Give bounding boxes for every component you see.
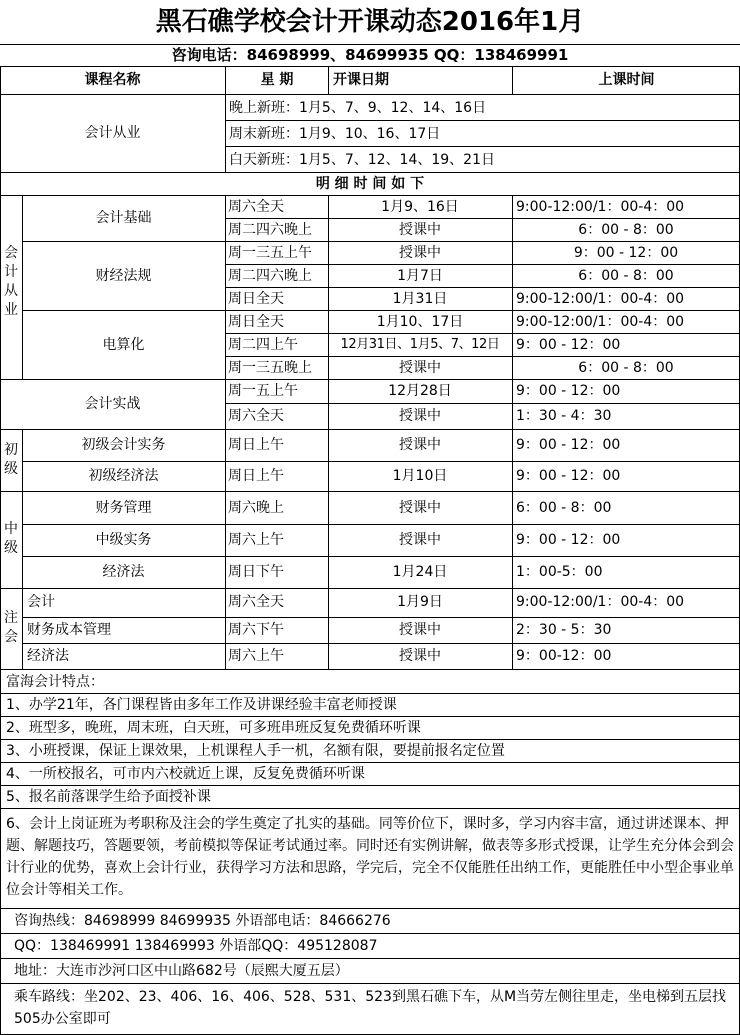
course-date: 授课中 [399,532,441,548]
course-time: 2：30 - 5：30 [516,622,612,638]
feature-item: 4、一所校报名，可市内六校就近上课，反复免费循环听课 [6,766,365,782]
course-time: 6：00 - 8：00 [578,360,674,376]
new-class-daytime: 白天新班：1月5、7、12、14、19、21日 [229,152,495,168]
course-week: 周一三五上午 [228,245,312,261]
header-course-name: 课程名称 [84,72,141,88]
course-time: 9:00-12:00/1：00-4：00 [516,199,685,215]
course-week: 周二四六晚上 [228,268,312,284]
page-title: 黑石礁学校会计开课动态2016年1月 [155,7,585,37]
course-date: 12月31日、1月5、7、12日 [340,337,500,352]
course-name: 经济法 [27,648,69,664]
course-name: 财务成本管理 [27,622,111,638]
course-week: 周六下午 [228,622,284,638]
course-week: 周一三五晚上 [228,360,312,376]
course-date: 1月9、16日 [381,199,459,215]
course-name: 经济法 [102,564,145,580]
course-time: 9：00 - 12：00 [516,383,621,399]
features-title: 富海会计特点： [6,674,104,690]
course-week: 周日全天 [228,314,284,330]
course-name: 初级会计实务 [81,437,166,453]
course-date: 授课中 [399,408,441,424]
course-date: 授课中 [399,500,441,516]
contact-address: 地址：大连市沙河口区中山路682号（辰熙大厦五层） [14,963,349,979]
group-label-zhongji: 中 级 [4,521,18,556]
course-week: 周日上午 [228,437,284,453]
course-week: 周六全天 [228,594,284,610]
course-name: 初级经济法 [88,468,159,484]
course-date: 授课中 [399,648,441,664]
new-class-weekend: 周末新班：1月9、10、16、17日 [229,126,441,142]
header-class-time: 上课时间 [598,72,655,88]
feature-item-paragraph: 6、会计上岗证班为考职称及注会的学生奠定了扎实的基础。同等价位下，课时多，学习内容丰富，通过讲述课本、押题、解题技巧，答题要领，考前模拟等保证考试通过率。同时还有实例讲解，做表等多形式授课，让学生充分体会到会计行业的优势，喜欢上会计行业，获得学习方法和思路，学完后，完全不仅能胜任出纳工作，更能胜任中小型企事业单位会计等相关工作。 [6,816,734,898]
contact-hotline: 咨询热线：84698999 84699935 外语部电话：84666276 [14,913,391,929]
course-name: 中级实务 [95,532,152,548]
course-time: 6：00 - 8：00 [578,268,674,284]
contact-qq: QQ：138469991 138469993 外语部QQ：495128087 [14,938,378,954]
course-time: 6：00 - 8：00 [578,222,674,238]
course-week: 周六上午 [228,648,284,664]
course-week: 周六晚上 [228,500,284,516]
course-time: 9：00 - 12：00 [516,337,621,353]
course-week: 周六上午 [228,532,284,548]
course-date: 授课中 [399,222,441,238]
course-week: 周日上午 [228,468,284,484]
bus-route: 乘车路线：坐202、23、406、16、406、528、531、523到黑石礁下车，从M当劳左侧往里走，坐电梯到五层找505办公室即可 [14,989,727,1027]
course-week: 周日下午 [228,564,284,580]
new-class-evening: 晚上新班：1月5、7、9、12、14、16日 [229,100,487,116]
course-time: 9：00-12：00 [516,648,612,664]
course-name: 电算化 [102,337,145,353]
course-time: 6：00 - 8：00 [516,500,612,516]
feature-item: 5、报名前落课学生给予面授补课 [6,789,211,805]
course-date: 1月10日 [392,468,448,484]
header-week: 星 期 [260,72,294,88]
course-date: 1月31日 [392,291,448,307]
course-week: 周六全天 [228,408,284,424]
course-time: 9：00 - 12：00 [516,437,621,453]
course-time: 9:00-12:00/1：00-4：00 [516,291,685,307]
course-week: 周日全天 [228,291,284,307]
course-time: 9:00-12:00/1：00-4：00 [516,314,685,330]
course-date: 1月24日 [392,564,448,580]
course-accounting-practice: 会计从业 [84,125,141,141]
course-date: 授课中 [399,245,441,261]
course-week: 周六全天 [228,199,284,215]
course-time: 9：00 - 12：00 [573,245,679,261]
course-date: 1月9日 [397,594,443,610]
header-start-date: 开课日期 [333,72,389,88]
group-label-kuaiji: 会 计 从 业 [4,245,18,318]
course-date: 1月10、17日 [376,314,464,330]
course-name: 会计 [27,594,55,610]
course-name: 会计实战 [84,396,141,412]
feature-item: 1、办学21年，各门课程皆由多年工作及讲课经验丰富老师授课 [6,697,397,713]
consult-phone: 咨询电话：84698999、84699935 QQ：138469991 [171,46,569,64]
group-label-zhuhui: 注 会 [4,610,18,645]
detail-section-title: 明 细 时 间 如 下 [315,176,425,192]
course-name: 财务管理 [95,500,152,516]
feature-item: 3、小班授课，保证上课效果，上机课程人手一机，名额有限，要提前报名定位置 [6,743,505,759]
course-name: 财经法规 [95,268,152,284]
course-time: 1：30 - 4：30 [516,408,612,424]
course-date: 授课中 [399,360,441,376]
course-time: 1：00-5：00 [516,564,603,580]
course-time: 9:00-12:00/1：00-4：00 [516,594,685,610]
course-time: 9：00 - 12：00 [516,532,621,548]
group-label-chuji: 初 级 [4,442,18,477]
course-name: 会计基础 [95,210,152,226]
course-date: 1月7日 [397,268,443,284]
course-week: 周一五上午 [228,383,298,399]
course-time: 9：00 - 12：00 [516,468,621,484]
course-week: 周二四六晚上 [228,222,312,238]
course-week: 周二四上午 [228,337,298,353]
course-date: 12月28日 [388,383,452,399]
course-date: 授课中 [399,437,441,453]
feature-item: 2、班型多，晚班，周末班，白天班，可多班串班反复免费循环听课 [6,720,421,736]
course-date: 授课中 [399,622,441,638]
